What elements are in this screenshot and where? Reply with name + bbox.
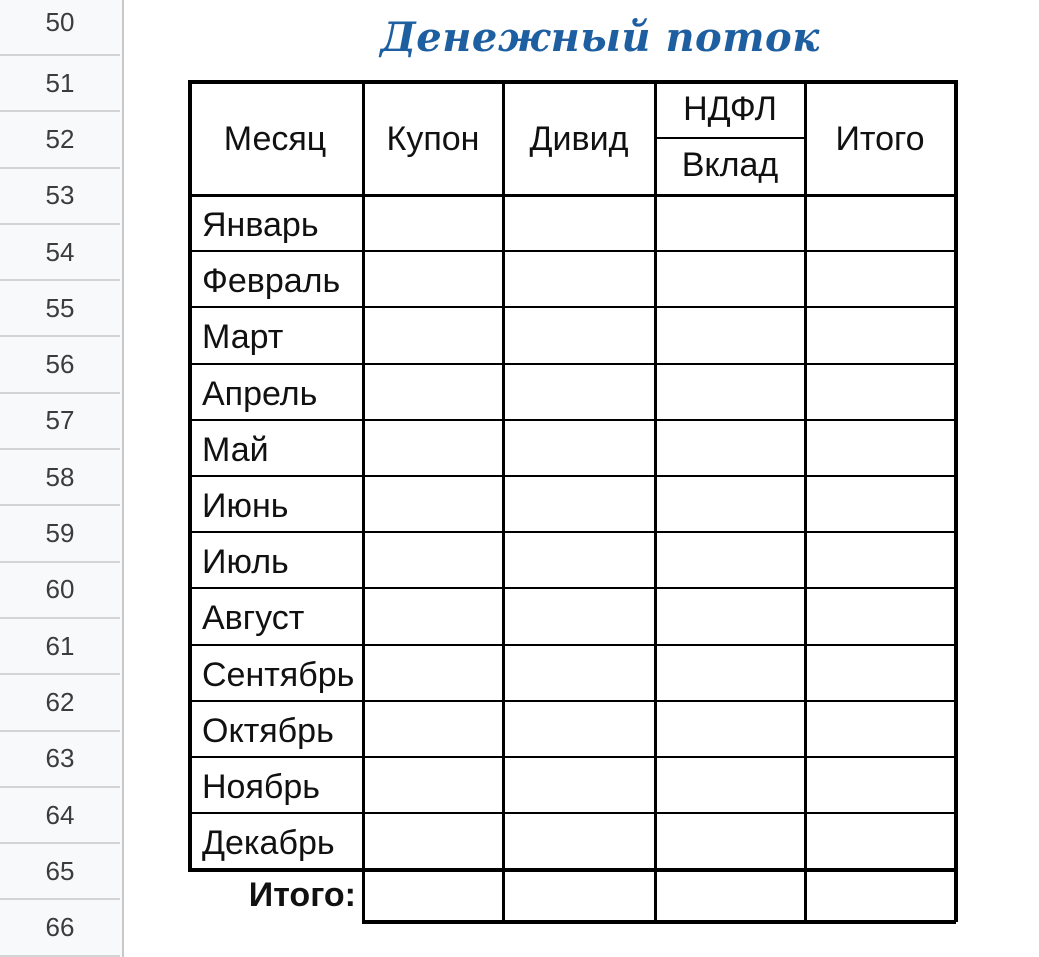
row-number[interactable]: 57: [0, 394, 120, 450]
row-number[interactable]: 52: [0, 112, 120, 168]
month-row-total-cell[interactable]: [807, 309, 953, 361]
month-row-coupon-cell[interactable]: [365, 647, 501, 699]
row-line: [188, 531, 956, 533]
month-row-dividend-cell[interactable]: [505, 478, 653, 530]
month-row-coupon-cell[interactable]: [365, 759, 501, 811]
header-total: Итого: [835, 120, 925, 158]
month-label: Июнь: [202, 487, 289, 525]
row-number-gutter: [0, 0, 124, 957]
month-row-deposit-cell[interactable]: [657, 422, 803, 474]
month-label: Май: [202, 430, 269, 469]
row-number[interactable]: 63: [0, 732, 120, 788]
month-row-coupon-cell[interactable]: [365, 253, 501, 305]
row-line: [188, 812, 956, 814]
row-number[interactable]: 66: [0, 900, 120, 956]
month-row-total-cell[interactable]: [807, 478, 953, 530]
row-number[interactable]: 59: [0, 506, 120, 562]
row-number[interactable]: 62: [0, 675, 120, 731]
month-row-total-cell[interactable]: [807, 366, 953, 418]
month-row-dividend-cell[interactable]: [505, 590, 653, 642]
header-coupon: Купон: [386, 120, 480, 158]
month-row-total-cell[interactable]: [807, 703, 953, 755]
row-number[interactable]: 64: [0, 788, 120, 844]
month-row-deposit-cell[interactable]: [657, 815, 803, 867]
month-row-deposit-cell[interactable]: [657, 647, 803, 699]
header-ndfl: НДФЛ: [683, 90, 777, 128]
month-row-dividend-cell[interactable]: [505, 815, 653, 867]
sheet-title: Денежный поток: [380, 14, 820, 61]
month-label: Декабрь: [202, 824, 335, 863]
row-number[interactable]: 58: [0, 450, 120, 506]
header-deposit: Вклад: [681, 146, 779, 184]
month-row-total-cell[interactable]: [807, 197, 953, 249]
month-label: Ноябрь: [202, 768, 320, 806]
month-label: Октябрь: [202, 711, 334, 750]
total-row-dividend-cell[interactable]: [505, 872, 653, 918]
month-row-deposit-cell[interactable]: [657, 253, 803, 305]
row-number[interactable]: 61: [0, 619, 120, 675]
month-row-deposit-cell[interactable]: [657, 590, 803, 642]
row-line: [188, 306, 956, 308]
row-line: [188, 644, 956, 646]
month-row-dividend-cell[interactable]: [505, 197, 653, 249]
month-row-total-cell[interactable]: [807, 590, 953, 642]
month-row-coupon-cell[interactable]: [365, 590, 501, 642]
row-number[interactable]: 54: [0, 225, 120, 281]
month-row-deposit-cell[interactable]: [657, 759, 803, 811]
month-row-coupon-cell[interactable]: [365, 197, 501, 249]
column-divider: [954, 80, 958, 922]
row-line: [188, 363, 956, 365]
month-row-total-cell[interactable]: [807, 647, 953, 699]
header-dividend: Дивид: [529, 120, 629, 158]
month-row-coupon-cell[interactable]: [365, 366, 501, 418]
month-row-coupon-cell[interactable]: [365, 703, 501, 755]
row-line: [188, 700, 956, 702]
month-label: Июль: [202, 543, 289, 582]
month-row-coupon-cell[interactable]: [365, 815, 501, 867]
row-number[interactable]: 50: [0, 0, 120, 56]
row-number[interactable]: 65: [0, 844, 120, 900]
month-row-dividend-cell[interactable]: [505, 253, 653, 305]
month-row-dividend-cell[interactable]: [505, 366, 653, 418]
row-number[interactable]: 60: [0, 563, 120, 619]
total-row-coupon-cell[interactable]: [365, 872, 501, 918]
total-row-bottom: [362, 920, 956, 924]
month-label: Февраль: [202, 262, 341, 301]
month-row-deposit-cell[interactable]: [657, 534, 803, 586]
month-row-total-cell[interactable]: [807, 534, 953, 586]
total-row-total-cell[interactable]: [807, 872, 953, 918]
month-row-total-cell[interactable]: [807, 422, 953, 474]
total-row-label: Итого:: [248, 876, 356, 914]
month-row-dividend-cell[interactable]: [505, 647, 653, 699]
header-month: Месяц: [223, 120, 327, 158]
month-row-dividend-cell[interactable]: [505, 703, 653, 755]
header-split-line: [654, 137, 804, 139]
month-row-coupon-cell[interactable]: [365, 534, 501, 586]
cash-flow-table: [188, 80, 956, 924]
month-label: Сентябрь: [202, 655, 355, 694]
month-row-coupon-cell[interactable]: [365, 422, 501, 474]
month-row-total-cell[interactable]: [807, 815, 953, 867]
total-row-deposit-cell[interactable]: [657, 872, 803, 918]
row-number[interactable]: 55: [0, 281, 120, 337]
month-row-total-cell[interactable]: [807, 253, 953, 305]
month-row-coupon-cell[interactable]: [365, 309, 501, 361]
month-row-deposit-cell[interactable]: [657, 309, 803, 361]
month-row-deposit-cell[interactable]: [657, 366, 803, 418]
month-row-dividend-cell[interactable]: [505, 309, 653, 361]
month-row-dividend-cell[interactable]: [505, 759, 653, 811]
month-row-deposit-cell[interactable]: [657, 197, 803, 249]
month-label: Январь: [202, 206, 319, 244]
row-number[interactable]: 53: [0, 169, 120, 225]
row-line: [188, 419, 956, 421]
row-number[interactable]: 56: [0, 337, 120, 393]
month-row-deposit-cell[interactable]: [657, 478, 803, 530]
month-label: Апрель: [202, 374, 318, 413]
table-border-top: [188, 80, 956, 84]
row-line: [188, 587, 956, 589]
month-row-dividend-cell[interactable]: [505, 534, 653, 586]
month-row-deposit-cell[interactable]: [657, 703, 803, 755]
row-number[interactable]: 51: [0, 56, 120, 112]
month-row-dividend-cell[interactable]: [505, 422, 653, 474]
row-line: [188, 756, 956, 758]
month-row-coupon-cell[interactable]: [365, 478, 501, 530]
month-label: Август: [202, 599, 305, 638]
month-label: Март: [202, 318, 284, 357]
month-row-total-cell[interactable]: [807, 759, 953, 811]
row-line: [188, 250, 956, 252]
row-line: [188, 475, 956, 477]
